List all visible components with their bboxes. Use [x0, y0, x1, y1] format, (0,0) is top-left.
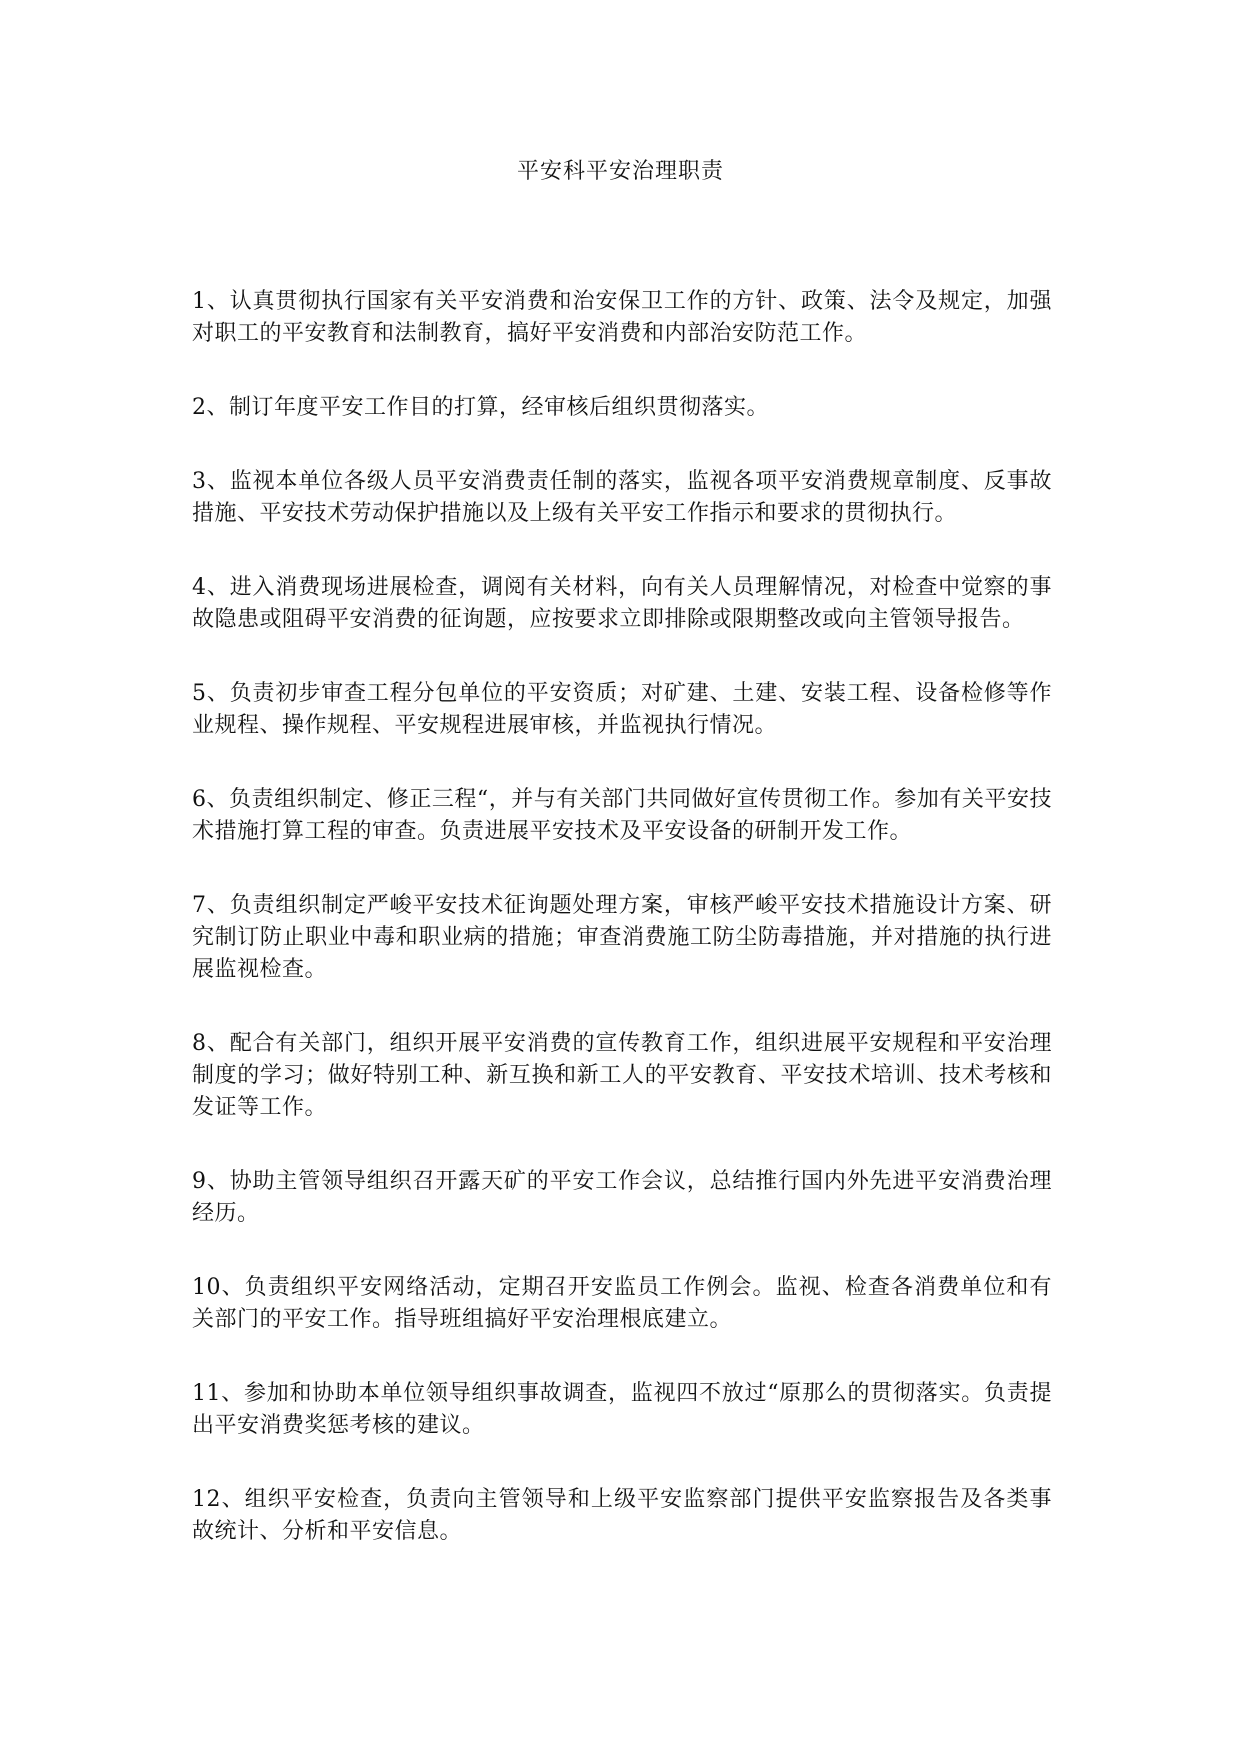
duty-item-8: 8、配合有关部门，组织开展平安消费的宣传教育工作，组织进展平安规程和平安治理制度的学习；做好特别工种、新互换和新工人的平安教育、平安技术培训、技术考核和发证等工作。	[192, 1031, 1052, 1120]
duty-item-10: 10、负责组织平安网络活动，定期召开安监员工作例会。监视、检查各消费单位和有关部门的平安工作。指导班组搞好平安治理根底建立。	[192, 1275, 1052, 1332]
document-title: 平安科平安治理职责	[516, 159, 724, 184]
duty-item-4: 4、进入消费现场进展检查，调阅有关材料，向有关人员理解情况，对检查中觉察的事故隐患或阻碍平安消费的征询题，应按要求立即排除或限期整改或向主管领导报告。	[192, 575, 1052, 632]
duty-item-7: 7、负责组织制定严峻平安技术征询题处理方案，审核严峻平安技术措施设计方案、研究制订防止职业中毒和职业病的措施；审查消费施工防尘防毒措施，并对措施的执行进展监视检查。	[192, 893, 1052, 982]
duty-item-9: 9、协助主管领导组织召开露天矿的平安工作会议，总结推行国内外先进平安消费治理经历。	[192, 1169, 1052, 1226]
duty-item-1: 1、认真贯彻执行国家有关平安消费和治安保卫工作的方针、政策、法令及规定，加强对职工的平安教育和法制教育，搞好平安消费和内部治安防范工作。	[192, 289, 1052, 346]
duty-list	[192, 286, 1052, 1590]
duty-item-5: 5、负责初步审查工程分包单位的平安资质；对矿建、土建、安装工程、设备检修等作业规程、操作规程、平安规程进展审核，并监视执行情况。	[192, 681, 1052, 738]
duty-item-6: 6、负责组织制定、修正三程“，并与有关部门共同做好宣传贯彻工作。参加有关平安技术措施打算工程的审查。负责进展平安技术及平安设备的研制开发工作。	[192, 787, 1052, 844]
duty-item-3: 3、监视本单位各级人员平安消费责任制的落实，监视各项平安消费规章制度、反事故措施、平安技术劳动保护措施以及上级有关平安工作指示和要求的贯彻执行。	[192, 469, 1052, 526]
duty-item-12: 12、组织平安检查，负责向主管领导和上级平安监察部门提供平安监察报告及各类事故统计、分析和平安信息。	[192, 1487, 1052, 1544]
duty-item-11: 11、参加和协助本单位领导组织事故调查，监视四不放过“原那么的贯彻落实。负责提出平安消费奖惩考核的建议。	[192, 1381, 1052, 1438]
duty-item-2: 2、制订年度平安工作目的打算，经审核后组织贯彻落实。	[192, 395, 769, 420]
